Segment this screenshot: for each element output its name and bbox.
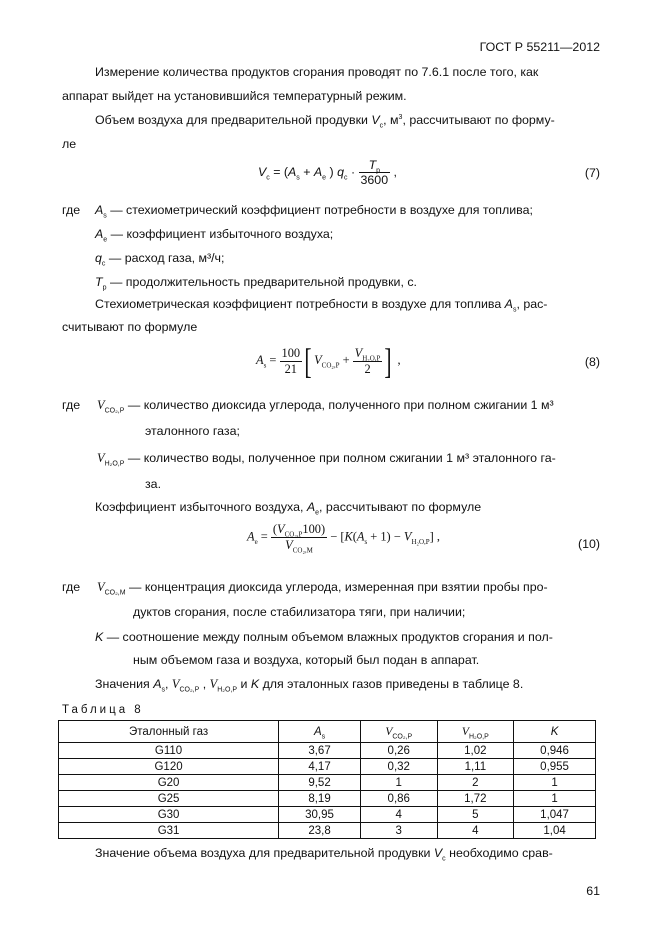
table-cell: 4,17 <box>279 759 361 775</box>
table-cell: 0,955 <box>514 759 596 775</box>
table-cell: G30 <box>59 807 279 823</box>
table-8 <box>58 720 596 839</box>
paragraph-line: Измерение количества продуктов сгорания проводят по 7.6.1 после того, как <box>95 65 539 79</box>
where-label: где <box>62 398 81 412</box>
table-row <box>59 775 596 791</box>
table-row <box>59 759 596 775</box>
table-cell: 0,946 <box>514 743 596 759</box>
paragraph-line: Стехиометрическая коэффициент потребности в воздухе для топлива $A_s$, рас- <box>95 297 548 314</box>
table-cell: 8,19 <box>279 791 361 807</box>
formula-8: $A_s$ = $\frac{100}{21}$ [ $V_{CO_2,P}$ + $\frac{V_{H_2O,P}}{2}$ ] , <box>256 341 401 381</box>
column-header: $V_{H_2O,P}$ <box>437 721 514 743</box>
definition-cont: эталонного газа; <box>145 424 240 438</box>
table-cell: 1,047 <box>514 807 596 823</box>
column-header: Эталонный газ <box>59 721 279 743</box>
formula-10: $A_e$ = $\frac{(V_{CO_2,P}100)}{V_{CO_2,M}}$ − $[K(A_s + 1) - V_{H_2O,P}]$ , <box>247 522 440 555</box>
column-header: $A_s$ <box>279 721 361 743</box>
table-cell: 0,26 <box>360 743 437 759</box>
table-cell: G110 <box>59 743 279 759</box>
table-caption: Таблица 8 <box>62 704 144 716</box>
table-header-row <box>59 721 596 743</box>
table-cell: 1 <box>514 791 596 807</box>
definition: $A_s$ — стехиометрический коэффициент потребности в воздухе для топлива; <box>95 203 533 220</box>
table-cell: 1,11 <box>437 759 514 775</box>
paragraph-line: Коэффициент избыточного воздуха, $A_e$, рассчитывают по формуле <box>95 500 482 517</box>
definition: $V_{CO_2,P}$ — количество диоксида углерода, полученного при полном сжигании 1 м³ <box>97 398 554 415</box>
definition-cont: за. <box>145 477 162 491</box>
where-label: где <box>62 580 81 594</box>
table-cell: 1 <box>514 775 596 791</box>
formula-number: (8) <box>584 355 600 369</box>
where-label: где <box>62 203 81 217</box>
table-cell: 2 <box>437 775 514 791</box>
definition: $V_{H_2O,P}$ — количество воды, полученное при полном сжигании 1 м³ эталонного га- <box>97 451 556 468</box>
paragraph-line: ле <box>62 137 77 151</box>
definition: K — соотношение между полным объемом влажных продуктов сгорания и пол- <box>95 630 553 644</box>
formula-number: (10) <box>577 537 600 551</box>
page-number: 61 <box>586 884 600 898</box>
table-cell: 1,72 <box>437 791 514 807</box>
column-header: $V_{CO_2,P}$ <box>360 721 437 743</box>
formula-number: (7) <box>584 166 600 180</box>
table-cell: 30,95 <box>279 807 361 823</box>
document-id: ГОСТ Р 55211—2012 <box>479 40 600 54</box>
table-row <box>59 743 596 759</box>
paragraph-line: Значения $A_s$, $V_{CO_2,P}$ , $V_{H_2O,P}$ и K для эталонных газов приведены в таблице 8. <box>95 677 524 694</box>
formula-7: $V_c = (A_s + A_e$ ) $q_c$ · $\frac{T_p}{3600}$ , <box>258 158 397 187</box>
table-row <box>59 791 596 807</box>
paragraph-line: считывают по формуле <box>62 320 198 334</box>
table-cell: G120 <box>59 759 279 775</box>
table-cell: 1 <box>360 775 437 791</box>
table-cell: G25 <box>59 791 279 807</box>
table-row <box>59 823 596 839</box>
table-row <box>59 807 596 823</box>
paragraph-line: Объем воздуха для предварительной продувки $V_c$, $м^3$, рассчитывают по форму- <box>95 113 555 130</box>
table-cell: G20 <box>59 775 279 791</box>
table-cell: 23,8 <box>279 823 361 839</box>
column-header: K <box>514 721 596 743</box>
table-cell: 4 <box>437 823 514 839</box>
table-cell: G31 <box>59 823 279 839</box>
table-cell: 1,04 <box>514 823 596 839</box>
definition: $V_{CO_2,M}$ — концентрация диоксида углерода, измеренная при взятии пробы про- <box>97 580 548 597</box>
definition: $A_e$ — коэффициент избыточного воздуха; <box>95 227 334 244</box>
table-cell: 9,52 <box>279 775 361 791</box>
paragraph-line: Значение объема воздуха для предварительной продувки $V_c$ необходимо срав- <box>95 846 553 863</box>
definition: $T_p$ — продолжительность предварительной продувки, с. <box>95 275 417 292</box>
table-cell: 3 <box>360 823 437 839</box>
table-cell: 3,67 <box>279 743 361 759</box>
definition-cont: ным объемом газа и воздуха, который был подан в аппарат. <box>133 653 480 667</box>
table-cell: 0,32 <box>360 759 437 775</box>
definition-cont: дуктов сгорания, после стабилизатора тяги, при наличии; <box>133 605 466 619</box>
paragraph-line: аппарат выйдет на установившийся температурный режим. <box>62 89 407 103</box>
table-cell: 1,02 <box>437 743 514 759</box>
table-cell: 0,86 <box>360 791 437 807</box>
table-cell: 5 <box>437 807 514 823</box>
definition: $q_c$ — расход газа, м³/ч; <box>95 251 225 268</box>
table-cell: 4 <box>360 807 437 823</box>
